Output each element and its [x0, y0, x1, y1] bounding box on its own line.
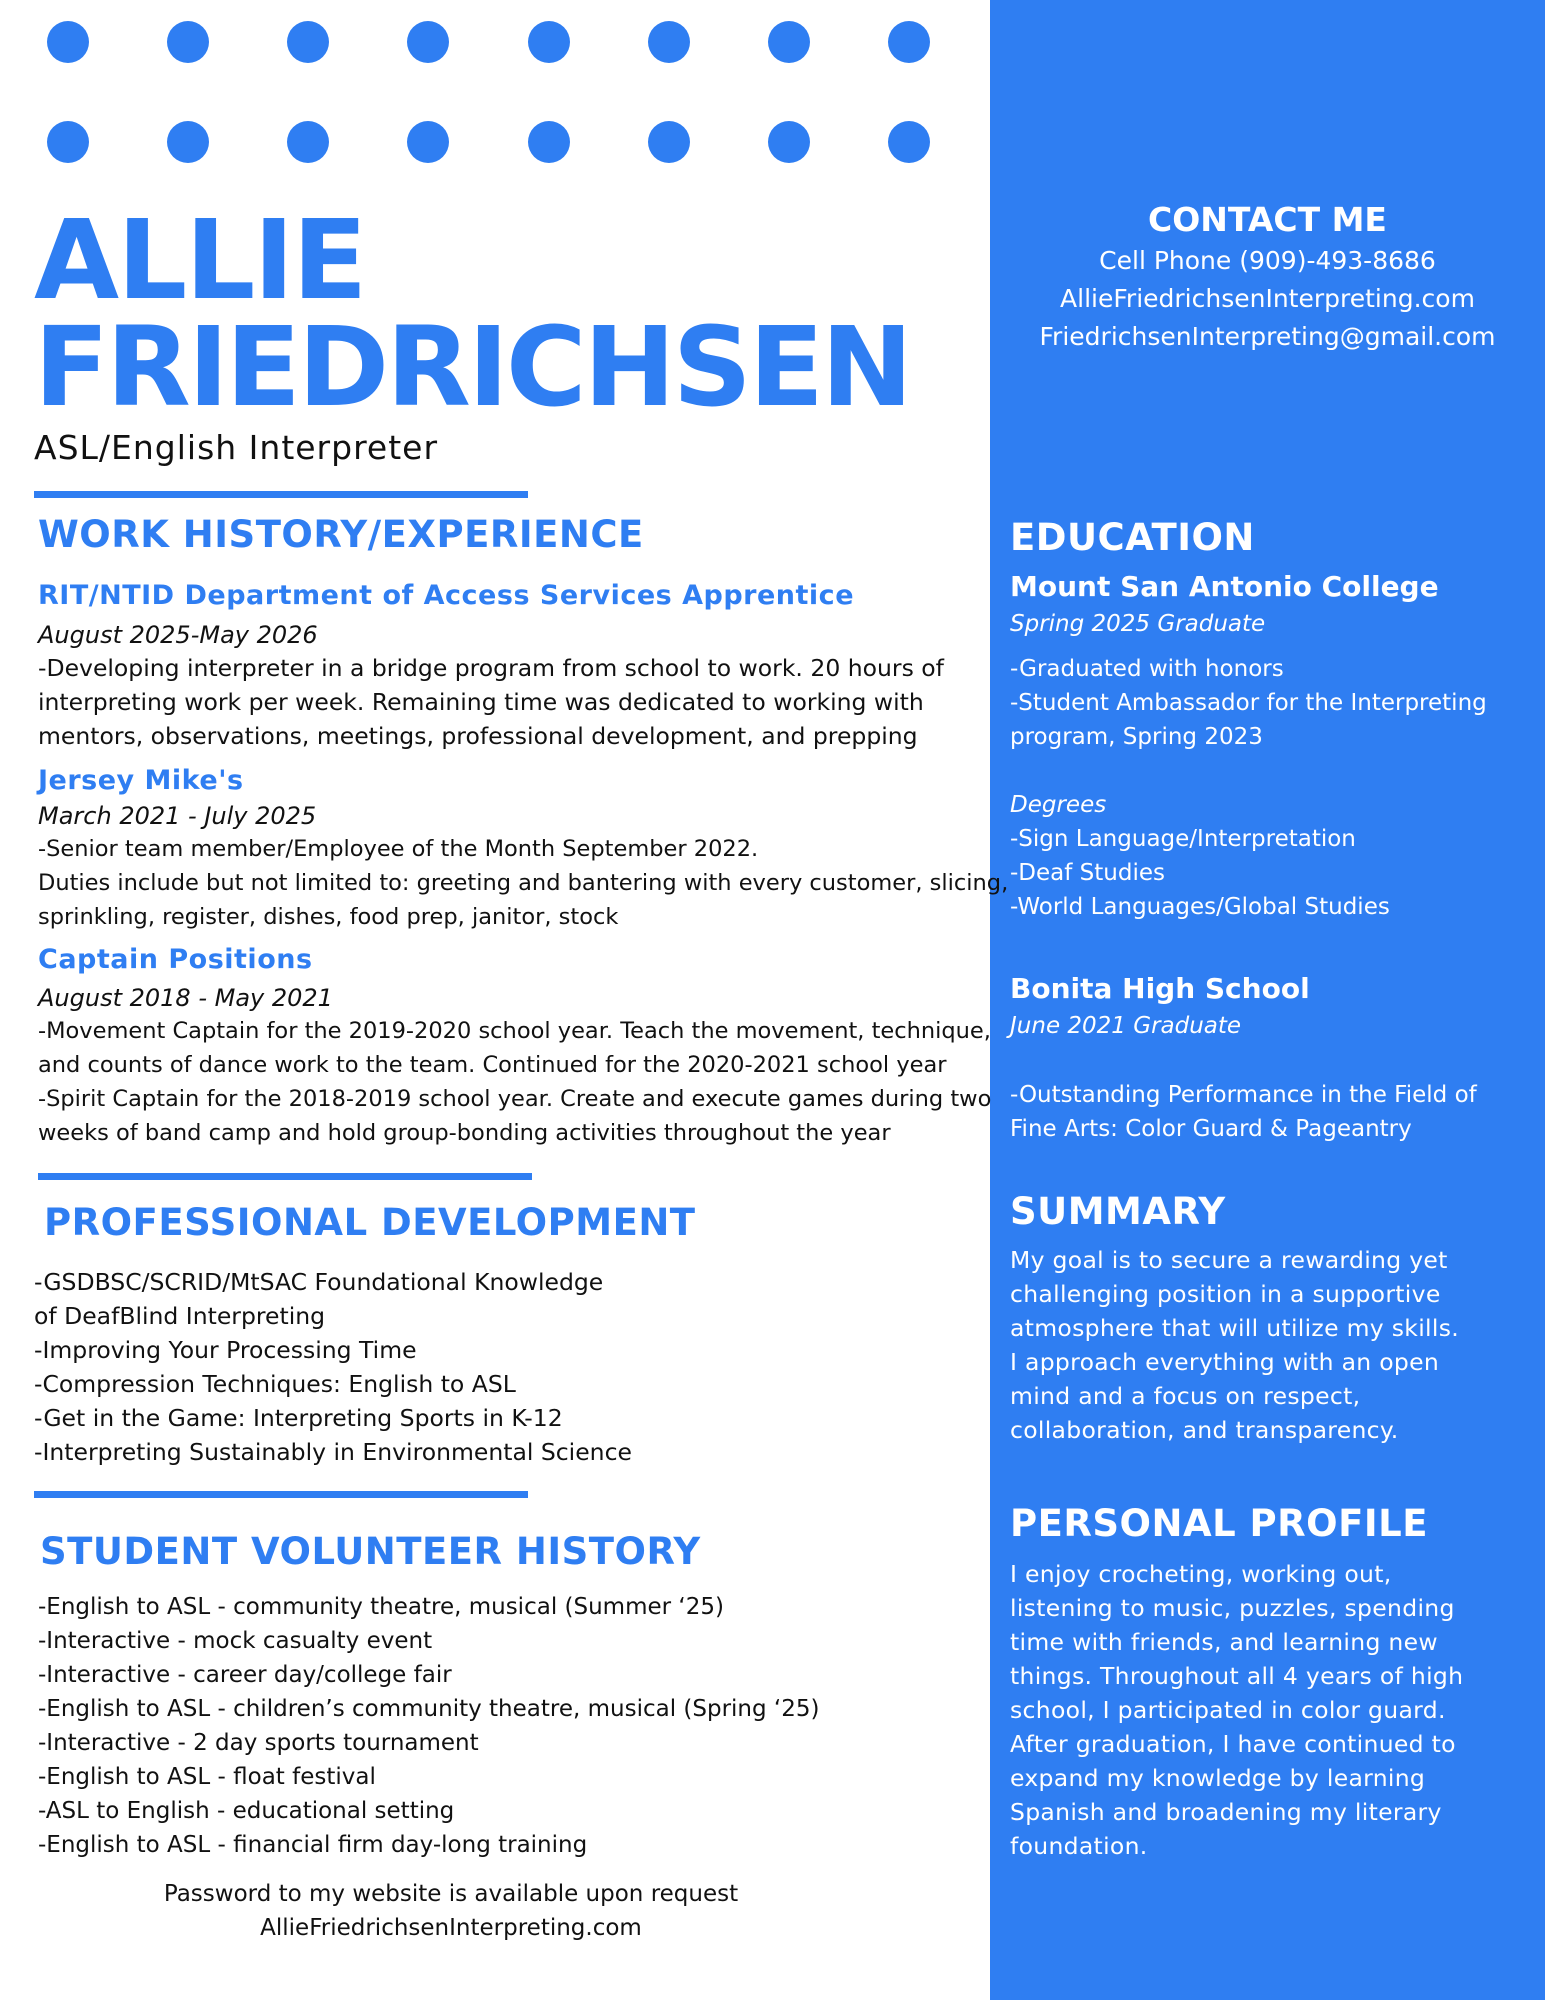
text-line: time with friends, and learning new — [1010, 1628, 1438, 1656]
text-line: atmosphere that will utilize my skills. — [1010, 1314, 1460, 1342]
dot-icon — [768, 21, 810, 63]
dot-icon — [648, 21, 690, 63]
pro-dev-heading: PROFESSIONAL DEVELOPMENT — [44, 1201, 696, 1244]
job-description — [38, 832, 1008, 934]
first-name: ALLIE — [34, 196, 366, 324]
work-heading: WORK HISTORY/EXPERIENCE — [38, 513, 644, 556]
degrees-list — [1010, 822, 1390, 924]
summary-heading: SUMMARY — [1010, 1190, 1226, 1233]
dot-icon — [287, 21, 329, 63]
last-name: FRIEDRICHSEN — [34, 303, 911, 431]
text-line: Fine Arts: Color Guard & Pageantry — [1010, 1116, 1412, 1142]
job-dates: August 2018 - May 2021 — [38, 984, 333, 1012]
text-line: expand my knowledge by learning — [1010, 1764, 1426, 1792]
text-line: My goal is to secure a rewarding yet — [1010, 1246, 1448, 1274]
job-title: Captain Positions — [38, 944, 313, 975]
divider — [34, 1491, 528, 1498]
text-line: -Movement Captain for the 2019-2020 school year. Teach the movement, technique, — [38, 1018, 991, 1044]
text-line: collaboration, and transparency. — [1010, 1416, 1399, 1444]
text-line: I enjoy crocheting, working out, — [1010, 1560, 1392, 1588]
text-line: mentors, observations, meetings, professional development, and prepping — [38, 722, 918, 750]
text-line: program, Spring 2023 — [1010, 724, 1263, 750]
list-item: -Interactive - career day/college fair — [38, 1662, 452, 1688]
text-line: and counts of dance work to the team. Continued for the 2020-2021 school year — [38, 1052, 947, 1078]
profile-text — [1010, 1557, 1463, 1863]
role-title: ASL/English Interpreter — [34, 428, 439, 467]
dot-icon — [888, 121, 930, 163]
dot-icon — [47, 21, 89, 63]
dot-icon — [528, 121, 570, 163]
profile-heading: PERSONAL PROFILE — [1010, 1502, 1428, 1545]
pro-dev-list — [34, 1265, 632, 1469]
text-line: things. Throughout all 4 years of high — [1010, 1662, 1464, 1690]
school-status: June 2021 Graduate — [1010, 1013, 1242, 1039]
text-line: -Student Ambassador for the Interpreting — [1010, 690, 1487, 716]
text-line: interpreting work per week. Remaining time was dedicated to working with — [38, 688, 924, 716]
text-line: -Senior team member/Employee of the Month September 2022. — [38, 836, 759, 862]
dot-icon — [768, 121, 810, 163]
text-line: -Spirit Captain for the 2018-2019 school year. Create and execute games during two — [38, 1086, 992, 1112]
footer-website[interactable]: AllieFriedrichsenInterpreting.com — [260, 1915, 642, 1941]
text-line: Duties include but not limited to: greeting and bantering with every customer, slicing, — [38, 870, 1009, 896]
text-line: sprinkling, register, dishes, food prep, janitor, stock — [38, 904, 619, 930]
footer-note — [34, 1877, 868, 1945]
text-line: challenging position in a supportive — [1010, 1280, 1441, 1308]
list-item: -Improving Your Processing Time — [34, 1336, 417, 1364]
contact-phone[interactable]: Cell Phone (909)-493-8686 — [1099, 246, 1436, 275]
text-line: After graduation, I have continued to — [1010, 1730, 1456, 1758]
list-item: -English to ASL - financial firm day-long training — [38, 1832, 588, 1858]
list-item: -English to ASL - community theatre, musical (Summer ‘25) — [38, 1594, 724, 1620]
volunteer-heading: STUDENT VOLUNTEER HISTORY — [40, 1530, 701, 1573]
job-description — [38, 651, 944, 753]
job-title: RIT/NTID Department of Access Services Apprentice — [38, 580, 855, 611]
list-item: -Interactive - mock casualty event — [38, 1628, 433, 1654]
dot-icon — [407, 121, 449, 163]
dot-icon — [167, 21, 209, 63]
dot-icon — [47, 121, 89, 163]
school-status: Spring 2025 Graduate — [1010, 611, 1266, 637]
dot-icon — [167, 121, 209, 163]
text-line: -Graduated with honors — [1010, 656, 1284, 682]
school-name: Bonita High School — [1010, 972, 1310, 1005]
degrees-label: Degrees — [1010, 792, 1107, 818]
divider — [38, 1173, 532, 1180]
list-item: -Compression Techniques: English to ASL — [34, 1370, 516, 1398]
volunteer-list — [38, 1590, 819, 1862]
text-line: -Outstanding Performance in the Field of — [1010, 1082, 1477, 1108]
text-line: foundation. — [1010, 1832, 1148, 1860]
list-item: -Interactive - 2 day sports tournament — [38, 1730, 479, 1756]
job-dates: March 2021 - July 2025 — [38, 802, 317, 830]
text-line: I approach everything with an open — [1010, 1348, 1440, 1376]
job-dates: August 2025-May 2026 — [38, 621, 318, 649]
school-details — [1010, 1078, 1477, 1146]
list-item: -GSDBSC/SCRID/MtSAC Foundational Knowledge — [34, 1268, 604, 1296]
dot-icon — [888, 21, 930, 63]
footer-line: Password to my website is available upon request — [163, 1881, 739, 1907]
contact-website[interactable]: AllieFriedrichsenInterpreting.com — [1060, 284, 1475, 313]
text-line: listening to music, puzzles, spending — [1010, 1594, 1455, 1622]
dot-icon — [407, 21, 449, 63]
text-line: school, I participated in color guard. — [1010, 1696, 1446, 1724]
contact-email[interactable]: FriedrichsenInterpreting@gmail.com — [1039, 322, 1496, 351]
dot-icon — [528, 21, 570, 63]
text-line: Spanish and broadening my literary — [1010, 1798, 1442, 1826]
list-item: -World Languages/Global Studies — [1010, 894, 1390, 920]
dot-icon — [287, 121, 329, 163]
list-item: -Interpreting Sustainably in Environmental Science — [34, 1438, 632, 1466]
text-line: mind and a focus on respect, — [1010, 1382, 1361, 1410]
dot-icon — [648, 121, 690, 163]
list-item: -ASL to English - educational setting — [38, 1798, 455, 1824]
job-title: Jersey Mike's — [38, 765, 244, 796]
list-item: -English to ASL - float festival — [38, 1764, 376, 1790]
contact-block — [990, 198, 1545, 356]
list-item: -Deaf Studies — [1010, 860, 1165, 886]
text-line: weeks of band camp and hold group-bonding activities throughout the year — [38, 1120, 891, 1146]
job-description — [38, 1014, 991, 1150]
school-details — [1010, 652, 1487, 754]
education-heading: EDUCATION — [1010, 516, 1255, 559]
list-item: -Get in the Game: Interpreting Sports in K-12 — [34, 1404, 563, 1432]
school-name: Mount San Antonio College — [1010, 570, 1439, 603]
summary-text — [1010, 1243, 1459, 1447]
contact-heading: CONTACT ME — [1148, 200, 1387, 239]
list-item: -Sign Language/Interpretation — [1010, 826, 1356, 852]
divider — [34, 491, 528, 498]
list-item: -English to ASL - children’s community theatre, musical (Spring ‘25) — [38, 1696, 820, 1722]
list-item: of DeafBlind Interpreting — [34, 1302, 326, 1330]
text-line: -Developing interpreter in a bridge program from school to work. 20 hours of — [38, 654, 944, 682]
